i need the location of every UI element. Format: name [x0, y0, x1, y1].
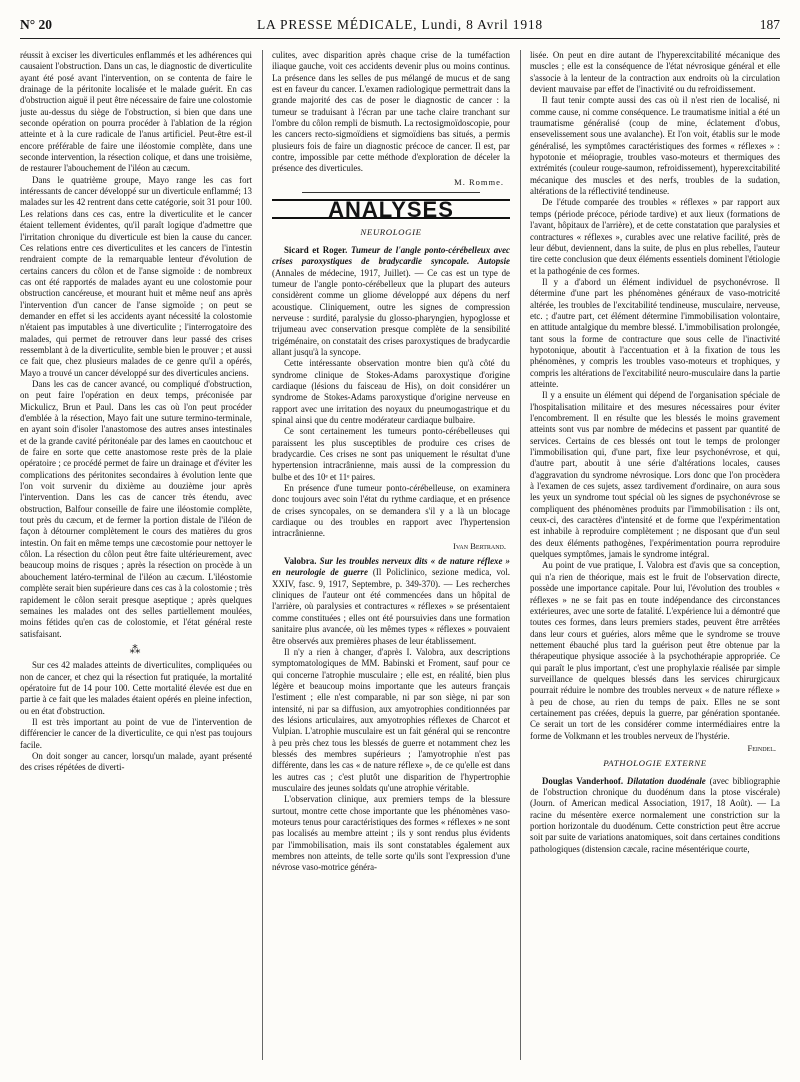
abstract-text: — La racine du mésentère exerce normalement une constriction sur la portion horizontale du duodénum. Cette constriction peut être accrue soit par suite de variations anatomiques, soit dans certaines conditions pathologiques (distension cæcale, racine mésentérique courte,	[530, 798, 780, 854]
abstract-text: — Ce cas est un type de tumeur de l'angle ponto-cérébelleux que la plupart des auteurs considèrent comme un gliome développé aux dépens du nerf acoustique. Cliniquement, outre les signes de compression nerveuse : surdité, paralysie du glosso-pharyngien, hypoglosse et trijumeau avec conservation presque complète de la sensibilité trigéménaire, on constatait des crises paroxystiques de bradycardie allant jusqu'à la syncope.	[272, 267, 510, 357]
author-signature: M. Romme.	[454, 176, 504, 187]
paragraph: Il faut tenir compte aussi des cas où il n'est rien de localisé, ni comme cause, ni comme conséquence. Le traumatisme initial a été un traumatisme généralisé (coup de mine, éclatement d'obus, ensevelissement sous une avalanche). Et l'on voit, établis sur le mode généralisé, les symptômes caractéristiques des formes « réflexes » : hypotonie et méiopragie, troubles vaso-moteurs et thermiques des extrémités (couleur rouge-saumon, refroidissement), hyperexcitabilité mécanique des muscles et des nerfs, troubles de la sudation, altérations de la réflectivité tendineuse.	[530, 95, 780, 197]
paragraph: Il n'y a rien à changer, d'après I. Valobra, aux descriptions symptomatologiques de MM. Babinski et Froment, sauf pour ce qui concerne l'atrophie musculaire ; elle est, en réalité, bien plus légère et beaucoup moins importante que les auteurs français l'estiment ; elle n'est comparable, ni par son siège, ni par son intensité, ni par sa diffusion, aux amyotrophies conditionnées par des lésions articulaires, aux amyotrophies réflexes de Charcot et Vulpian. L'atrophie musculaire est un fait général qui se rencontre à peu près chez tous les blessés de guerre et notamment chez les blessés des membres supérieurs ; l'amyotrophie n'est pas différente, dans les cas « de nature réflexe », de ce qu'elle est dans les autres cas ; c'est plutôt une disparition de l'hypertrophie musculaire des jeunes soldats qu'une atrophie véritable.	[272, 646, 510, 793]
paragraph: L'observation clinique, aux premiers temps de la blessure surtout, montre cette chose importante que les phénomènes vaso-moteurs tenus pour caractéristiques des formes « réflexes » ne sont pas localisés au membre atteint ; ils y sont rendus plus évidents par l'immobilisation, mais ils sont constatables également aux membres non atteints, de telle sorte qu'ils sont l'expression d'une névrose vaso-motrice généra-	[272, 794, 510, 873]
paragraph: On doit songer au cancer, lorsqu'un malade, ayant présenté des crises répétées de diverti-	[20, 750, 252, 773]
paragraph: Il est très important au point de vue de l'intervention de différencier le cancer de la diverticulite, ce qui n'est pas toujours facile.	[20, 716, 252, 750]
paragraph: Ce sont certainement les tumeurs ponto-cérébelleuses qui paraissent les plus susceptibles de produire ces crises de bradycardie. Ces crises ne sont pas uniquement le résultat d'une hypertension intracrânienne, mais aussi de la compression du bulbe et des 10ᵉ et 11ᵉ paires.	[272, 426, 510, 482]
page-number: 187	[759, 17, 780, 32]
subsection-title: PATHOLOGIE EXTERNE	[603, 758, 707, 769]
column-3	[530, 50, 780, 1078]
paragraph: Au point de vue pratique, I. Valobra est d'avis que sa conception, qui n'a rien de théorique, mais est le fruit de l'observation directe, possède une importance capitale. Pour lui, l'évolution des troubles « réflexes » ne se fait pas en toute indépendance des circonstances extérieures, avec une sorte de fatalité. L'expérience lui a démontré que toutes ces formes, dans leurs premiers stades, peuvent être arrêtées dans leur cours et guéries, alors même que le syndrome se trouve nettement ébauché plus tard la guérison peut être obtenue par la thérapeutique physique associée à la psychothérapie appropriée. Ce qui paraît le plus important, c'est une prophylaxie réalisée par simple surveillance de quelques blessés dans les services chirurgicaux pourrait réduire le nombre des troubles nerveux « de nature réflexe » à peu de chose, au rien du temps de paix. Elles ne se sont certainement pas créées, depuis la guerre, par génération spontanée. Ce serait un tort de les considérer comme intermédiaires entre la forme de Volkmann et les troubles nerveux de l'hystérie.	[530, 560, 780, 741]
paragraph: Sur ces 42 malades atteints de diverticulites, compliquées ou non de cancer, et chez qui la résection fut pratiquée, la mortalité opératoire fut de 14 pour 100. Cette mortalité élevée est due en partie à ce fait que les malades étaient opérés en pleine infection, ou en état d'obstruction.	[20, 660, 252, 716]
column-rule-1	[262, 50, 263, 1060]
abstract-intro	[530, 776, 780, 855]
issue-number: N° 20	[20, 17, 53, 32]
paragraph: Cette intéressante observation montre bien qu'à côté du syndrome clinique de Stokes-Adams paroxystique d'origine cardiaque (lésions du faisceau de His), on doit considérer un syndrome de Stokes-Adams paroxystique d'origine nerveuse en rapport avec une irritation des noyaux du pneumogastrique et du spinal ainsi que du centre modérateur cardiaque bulbaire.	[272, 358, 510, 425]
paragraph: lisée. On peut en dire autant de l'hyperexcitabilité mécanique des muscles ; elle est la conséquence de l'état névrosique général et elle s'associe à la lenteur de la contraction aux endroits où la circulation devient mauvaise par effet de l'inactivité ou du refroidissement.	[530, 50, 780, 95]
abstract-intro	[272, 245, 510, 358]
paragraph: En présence d'une tumeur ponto-cérébelleuse, on examinera donc toujours avec soin l'état du rythme cardiaque, et en présence de crises syncopales, on se demandera s'il y a là un blocage cardiaque ou des troubles en rapport avec l'hypertension intracrânienne.	[272, 483, 510, 539]
paragraph: Il y a d'abord un élément individuel de psychonévrose. Il détermine d'une part les phénomènes généraux de vaso-motricité altérée, les troubles de l'excitabilité tendineuse, musculaire, nerveuse, etc. ; d'autre part, cet élément détermine l'immobilisation volontaire, en attitude antalgique du membre blessé. L'immobilisation prolongée, tant sous la forme de contracture que sous celle de l'inactivité hypotonique, aboutit à l'accentuation et à la fixation de tous les phénomènes, y compris les troubles vaso-moteurs et trophiques, y compris les altérations de l'excitabilité neuro-musculaire dans la partie atteinte.	[530, 276, 780, 389]
abstract-authors: Valobra.	[284, 556, 317, 567]
abstract-intro	[272, 556, 510, 647]
divider	[302, 192, 480, 193]
abstract-reference: (avec bibliographie de l'obstruction chronique du duodénum dans la ptose viscérale) (Journ. of American medical Association, 1917, 18 Août).	[530, 775, 780, 809]
abstract-authors: Douglas Vanderhoof.	[542, 775, 624, 786]
column-2	[272, 50, 510, 1078]
page-header	[20, 14, 780, 39]
paragraph: De l'étude comparée des troubles « réflexes » par rapport aux temps (période précoce, période tardive) et aux lieux (formations de l'avant, hôpitaux de l'arrière), et de cette constatation que paralysies et contractures « réflexes », curables avec une relative facilité, près de leur début, deviennent, dans la suite, de plus en plus rebelles, l'auteur tire cette conclusion que deux éléments essentiels dominent l'étiologie et la pathogénie de ces formes.	[530, 197, 780, 276]
section-title: ANALYSES	[272, 199, 510, 219]
column-1	[20, 50, 252, 1078]
paragraph: réussit à exciser les diverticules enflammés et les adhérences qui causaient l'obstruction. Dans un cas, le diagnostic de diverticulite ayant été posé avant l'intervention, on se contenta de faire le drainage de la péritonite localisée et le malade guérit. En cas d'obstruction aiguë il peut être nécessaire de faire une colostomie juste au-dessus du siège de l'obstruction, si bien que dans une seconde opération on pourra procéder à l'ablation de la région atteinte et à la cure radicale de l'anus artificiel. Peut-être est-il encore préférable de faire une iléostomie complète, dans une seconde intervention, la résection colique, et dans une troisième, de restaurer l'abouchement de l'iléon au cæcum.	[20, 50, 252, 174]
column-rule-2	[520, 50, 521, 1060]
paragraph: Dans le quatrième groupe, Mayo range les cas fort intéressants de cancer développé sur un diverticule enflammé; 13 malades sur les 42 rentrent dans cette catégorie, soit 31 pour 100. Les relations dans ces cas, entre la diverticulite et le cancer étaient tellement évidentes, qu'il paraît logique d'admettre que l'irritation chronique du diverticule est bien la cause du cancer. Ces relations entre ces diverticulites et les cancers de l'intestin rendraient compte de la remarquable lenteur d'évolution de certains cancers du côlon et de l'anse sigmoïde : de nombreux cas ont été rapportés de malades ayant eu une colostomie pour obstruction cancéreuse, et mourant huit et même neuf ans après l'intervention d'un cancer de l'anse sigmoïde ; on peut se demander en effet si les accidents ayant nécessité la colostomie n'étaient pas imputables à une diverticulite ; l'interrogatoire des malades, qui permet de retrouver dans leur passé des crises ressemblant à de la diverticulite, semble bien le prouver ; et aussi ce fait que, chez plusieurs malades de ce genre qu'il a opérés, Mayo a trouvé un cancer développé sur des diverticules anciens.	[20, 174, 252, 378]
abstract-reference: (Il Policlinico, sezione medica, vol. XXIV, fasc. 9, 1917, Septembre, p. 349-370).	[272, 567, 510, 589]
reviewer-signature: Ivan Bertrand.	[453, 540, 506, 551]
paragraph: culites, avec disparition après chaque crise de la tuméfaction iliaque gauche, voit ces accidents devenir plus ou moins continus. La présence dans les selles de pus mélangé de mucus et de sang est en faveur du cancer. L'examen radiologique permettrait dans la grande majorité des cas de poser le diagnostic de cancer : la tumeur se traduisant à l'écran par une tache claire tranchant sur l'ombre du côlon rempli de bismuth. La rectosigmoïdoscopie, pour les cancers recto-sigmoïdiens et sigmoïdiens bas situés, a permis plusieurs fois de faire un diagnostic précoce de cancer. Il est, par contre, impossible par cette méthode d'exploration de déceler la présence des diverticules.	[272, 50, 510, 174]
journal-title: LA PRESSE MÉDICALE, Lundi, 8 Avril 1918	[257, 17, 543, 32]
subsection-title: NEUROLOGIE	[360, 227, 422, 238]
paragraph: Il y a ensuite un élément qui dépend de l'organisation spéciale de l'hospitalisation militaire et des mesures nécessaires pour éviter l'encombrement. Il en résulte que les blessés le moins gravement atteints sont vus par nombre de médecins et passent par quantité de services. Certains de ces blessés ont tout le temps de prolonger l'immobilisation qui, d'une part, fixe leur psychonévrose, et qui, d'autre part, aboutit à une série d'altérations locales, causes d'aggravation du syndrome névrosique. Lors donc que l'on procèdera à l'examen de ces sujets, assez tardivement d'ordinaire, on aura sous les yeux un syndrome tout spécial où les signes de psychonévrose se compliquent des phénomènes produits par l'immobilisation : ils ont, ceux-ci, des caractères d'intensité et de forme que l'expérimentation est inhabile à reproduire complètement ; ne disposant que d'un seul des deux éléments pathogènes, l'expérimentation pourra reproduire quelques symptômes, jamais le syndrome intégral.	[530, 390, 780, 560]
abstract-text: — Les recherches cliniques de l'auteur ont été commencées dans un hôpital de l'arrière, où paralysies et contractures « réflexes » se présentaient comme constituées ; elles ont été poursuivies dans une formation sanitaire plus avancée, où les mêmes types « réflexes » pouvaient être observés aux premières phases de leur établissement.	[272, 578, 510, 646]
abstract-reference: (Annales de médecine, 1917, Juillet).	[272, 267, 411, 278]
abstract-title: Dilatation duodénale	[626, 775, 706, 786]
reviewer-signature: Feindel.	[747, 742, 776, 753]
paragraph: Dans les cas de cancer avancé, ou compliqué d'obstruction, on peut faire l'opération en deux temps, préconisée par Mickulicz, Brun et Paul. Dans les cas où l'on peut procéder d'emblée à la résection, Mayo fait une suture termino-terminale, en ayant soin d'isoler l'anastomose des autres anses intestinales et de la grande cavité péritonéale par des lames en caoutchouc et de faire en sorte que cette anastomose reste près de la plaie opératoire ; ce procédé permet de faire un drainage et d'éviter les complications des péritonites secondaires à évolution lente que l'on voit survenir du dixième au douzième jour après l'intervention. Dans les cas de cancer très étendu, avec obstruction, Balfour conseille de faire une iléostomie complète, tout près du cæcum, et de fermer la portion distale de l'iléon de façon à détourner complètement le cours des matières du gros intestin. On fait en même temps une cæcostomie pour nettoyer le côlon. La résection du côlon peut être faite ultérieurement, avec beaucoup moins de risques ; après la résection on procède à un abouchement latéro-terminal de l'iléon au cæcum. L'iléostomie complète serait bien supérieure dans ces cas à la colostomie ; très rapidement le côlon serait presque aseptique ; après quelques semaines les malades ont des selles partiellement moulées, moins fétides qu'en cas de colostomie, et l'état général reste satisfaisant.	[20, 378, 252, 639]
abstract-title: Tumeur de l'angle ponto-cérébelleux avec crises paroxystiques de bradycardie syncopale. Autopsie	[272, 244, 510, 267]
abstract-authors: Sicard et Roger.	[284, 244, 348, 255]
abstract-title: Sur les troubles nerveux dits « de nature réflexe » en neurologie de guerre	[272, 556, 510, 578]
section-stars: ⁂	[129, 643, 143, 656]
